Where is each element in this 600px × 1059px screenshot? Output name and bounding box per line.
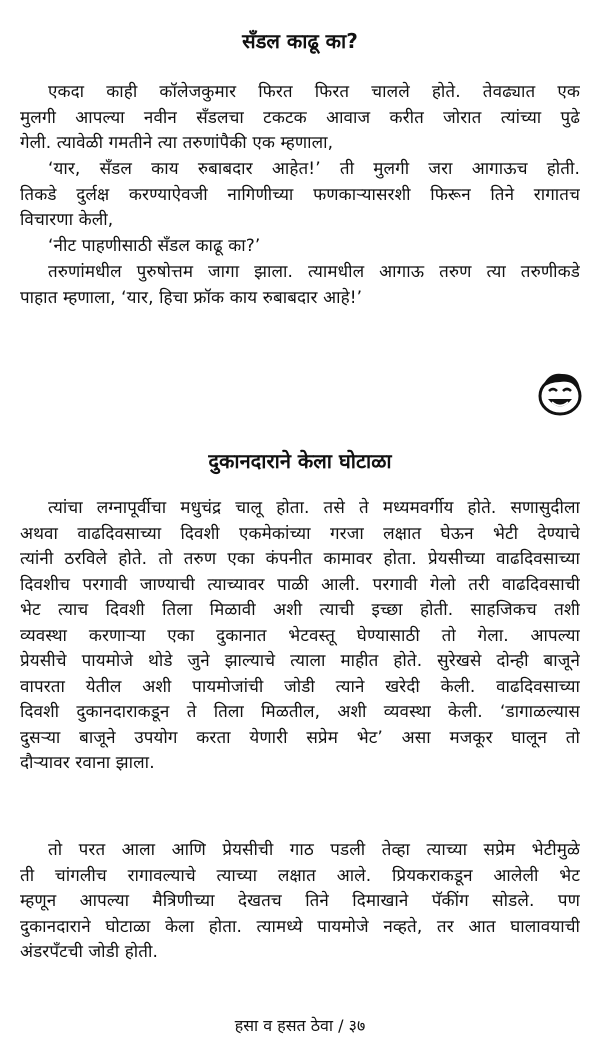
text-line: भेट त्याच दिवशी तिला मिळावी अशी त्याची इच्छा होती. साहजिकच तशी [20, 600, 580, 620]
text-line: दिवशी दुकानदाराकडून ते तिला मिळतील, अशी व्यवस्था केली. ‘डागाळल्यास [20, 702, 580, 722]
text-line: तो परत आला आणि प्रेयसीची गाठ पडली तेव्हा त्याच्या सप्रेम भेटीमुळे [48, 840, 580, 860]
text-line: म्हणून आपल्या मैत्रिणीच्या देखतच तिने दिमाखाने पॅकींग सोडले. पण [20, 891, 580, 911]
story-2-paragraph-1 [20, 496, 580, 777]
text-line: त्यांचा लग्नापूर्वीचा मधुचंद्र चालू होता. तसे ते मध्यमवर्गीय होते. सणासुदीला [48, 498, 580, 518]
text-line: अथवा वाढदिवसाच्या दिवशी एकमेकांच्या गरजा लक्षात घेऊन भेटी देण्याचे [20, 523, 580, 544]
text-line: दिवशीच परगावी जाण्याची त्याच्यावर पाळी आली. परगावी गेलो तरी वाढदिवसाची [20, 574, 580, 595]
text-line: ‘यार, सँडल काय रुबाबदार आहेत!’ ती मुलगी जरा आगाऊच होती. [48, 159, 580, 179]
text-line: व्यवस्था करणाऱ्या एका दुकानात भेटवस्तू घेण्यासाठी तो गेला. आपल्या [20, 625, 580, 646]
text-line: तिकडे दुर्लक्ष करण्याऐवजी नागिणीच्या फणकाऱ्यासरशी फिरून तिने रागातच [20, 184, 580, 205]
story-1-paragraph-1 [20, 80, 580, 157]
text-line: त्यांनी ठरविले होते. तो तरुण एका कंपनीत कामावर होता. प्रेयसीच्या वाढदिवसाच्या [20, 549, 580, 569]
text-line: ती चांगलीच रागावल्याचे त्याच्या लक्षात आले. प्रियकराकडून आलेली भेट [20, 865, 580, 886]
text-line: ‘नीट पाहणीसाठी सँडल काढू का?’ [48, 236, 261, 256]
text-line: गेली. त्यावेळी गमतीने त्या तरुणांपैकी एक म्हणाला, [20, 133, 334, 153]
story-1-paragraph-4 [20, 260, 580, 311]
text-line: विचारणा केली, [20, 210, 114, 230]
story-2-title: दुकानदाराने केला घोटाळा [208, 449, 392, 473]
story-2-paragraph-2 [20, 838, 580, 966]
story-1-paragraph-2 [20, 157, 580, 234]
page-footer: हसा व हसत ठेवा / ३७ [234, 1016, 366, 1035]
text-line: दुकानदाराने घोटाळा केला होता. त्यामध्ये पायमोजे नव्हते, तर आत घालावयाची [20, 916, 580, 937]
story-1-paragraph-3 [20, 234, 580, 260]
text-line: अंडरपँटची जोडी होती. [20, 942, 159, 962]
text-line: दौऱ्यावर रवाना झाला. [20, 753, 155, 773]
text-line: वापरता येतील अशी पायमोजांची जोडी त्याने खरेदी केली. वाढदिवसाच्या [20, 676, 580, 697]
text-line: पाहात म्हणाला, ‘यार, हिचा फ्रॉक काय रुबाबदार आहे!’ [20, 287, 363, 308]
laughing-face-icon [534, 368, 586, 420]
story-1-title: सँडल काढू का? [242, 29, 358, 53]
text-line: दुसऱ्या बाजूने उपयोग करता येणारी सप्रेम भेट’ असा मजकूर घालून तो [20, 727, 580, 748]
text-line: एकदा काही कॉलेजकुमार फिरत फिरत चालले होते. तेवढ्यात एक [48, 82, 580, 102]
text-line: प्रेयसीचे पायमोजे थोडे जुने झाल्याचे त्याला माहीत होते. सुरेखसे दोन्ही बाजूने [20, 651, 580, 671]
text-line: तरुणांमधील पुरुषोत्तम जागा झाला. त्यामधील आगाऊ तरुण त्या तरुणीकडे [48, 262, 580, 282]
text-line: मुलगी आपल्या नवीन सँडलचा टकटक आवाज करीत जोरात त्यांच्या पुढे [20, 107, 580, 128]
